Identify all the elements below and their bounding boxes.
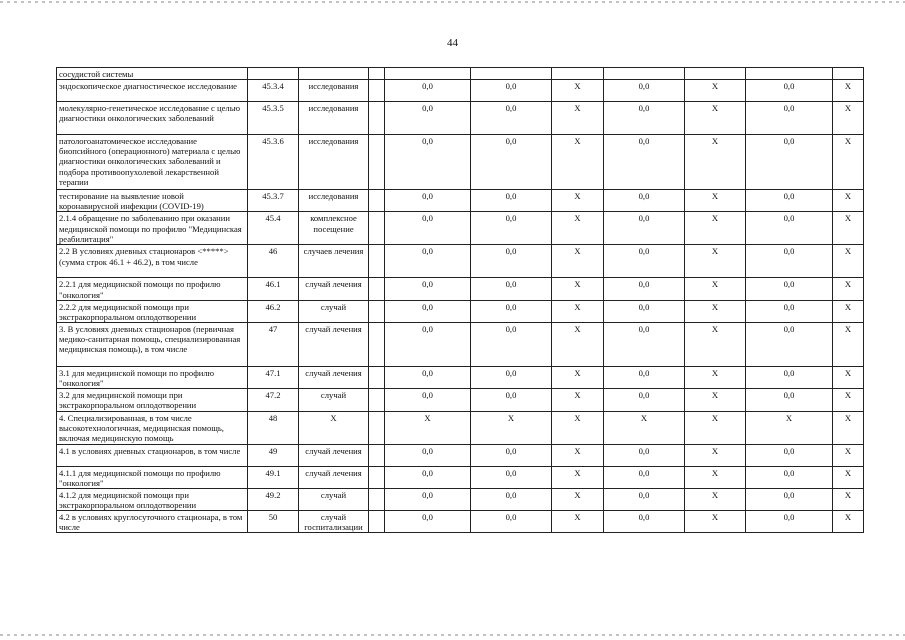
row-value-cell: 0,0 xyxy=(604,212,685,245)
row-unit-cell: случай xyxy=(299,389,369,411)
row-value-cell: 0,0 xyxy=(746,212,833,245)
row-value-cell: 0,0 xyxy=(471,102,552,135)
row-value-cell: 0,0 xyxy=(471,389,552,411)
scan-edge-top xyxy=(0,1,905,3)
row-unit-cell: случай госпитализации xyxy=(299,511,369,533)
row-value-cell: 0,0 xyxy=(746,511,833,533)
row-code-cell: 47.2 xyxy=(248,389,299,411)
row-value-cell: Х xyxy=(833,488,864,510)
row-value-cell: Х xyxy=(685,102,746,135)
row-value-cell: 0,0 xyxy=(746,366,833,388)
row-unit-cell: случай лечения xyxy=(299,444,369,466)
row-value-cell: 0,0 xyxy=(385,80,471,102)
row-name-cell: 2.2.1 для медицинской помощи по профилю "онкология" xyxy=(57,278,248,300)
row-code-cell: 47 xyxy=(248,322,299,366)
row-code-cell: 45.3.5 xyxy=(248,102,299,135)
row-value-cell: Х xyxy=(685,511,746,533)
row-value-cell: 0,0 xyxy=(471,466,552,488)
row-value-cell: 0,0 xyxy=(746,190,833,212)
row-value-cell: Х xyxy=(552,212,604,245)
row-code-cell: 45.3.6 xyxy=(248,135,299,190)
row-name-cell: 4.2 в условиях круглосуточного стационара, в том числе xyxy=(57,511,248,533)
row-name-cell: 3.2 для медицинской помощи при экстракорпоральном оплодотворении xyxy=(57,389,248,411)
row-value-cell xyxy=(369,300,385,322)
row-unit-cell: исследования xyxy=(299,135,369,190)
row-value-cell: Х xyxy=(685,278,746,300)
table-row xyxy=(57,322,864,366)
row-code-cell: 45.3.7 xyxy=(248,190,299,212)
row-value-cell: 0,0 xyxy=(471,80,552,102)
row-unit-cell: исследования xyxy=(299,102,369,135)
row-value-cell: 0,0 xyxy=(385,102,471,135)
row-value-cell: Х xyxy=(685,245,746,278)
row-value-cell: Х xyxy=(552,245,604,278)
row-value-cell: 0,0 xyxy=(385,444,471,466)
row-value-cell: Х xyxy=(833,389,864,411)
row-value-cell: Х xyxy=(833,444,864,466)
row-value-cell: 0,0 xyxy=(385,278,471,300)
row-value-cell: 0,0 xyxy=(471,300,552,322)
row-value-cell xyxy=(369,366,385,388)
row-value-cell: Х xyxy=(552,511,604,533)
row-unit-cell: случай лечения xyxy=(299,278,369,300)
row-value-cell: 0,0 xyxy=(746,245,833,278)
table-row xyxy=(57,212,864,245)
row-value-cell: Х xyxy=(833,411,864,444)
table-row xyxy=(57,278,864,300)
row-value-cell: 0,0 xyxy=(471,135,552,190)
table-row xyxy=(57,466,864,488)
row-value-cell: 0,0 xyxy=(471,245,552,278)
row-value-cell xyxy=(369,102,385,135)
row-name-cell: 4. Специализированная, в том числе высокотехнологичная, медицинская помощь, включая медицинскую помощь xyxy=(57,411,248,444)
table-row xyxy=(57,245,864,278)
row-value-cell: Х xyxy=(471,411,552,444)
row-value-cell: 0,0 xyxy=(746,444,833,466)
row-value-cell xyxy=(369,488,385,510)
row-code-cell: 49.1 xyxy=(248,466,299,488)
row-value-cell xyxy=(369,444,385,466)
row-code-cell: 50 xyxy=(248,511,299,533)
row-value-cell: Х xyxy=(552,278,604,300)
row-value-cell: Х xyxy=(685,135,746,190)
table-row xyxy=(57,68,864,80)
table-row xyxy=(57,411,864,444)
row-value-cell: Х xyxy=(552,444,604,466)
row-code-cell: 49 xyxy=(248,444,299,466)
row-value-cell: Х xyxy=(833,278,864,300)
row-value-cell: 0,0 xyxy=(604,389,685,411)
row-value-cell: Х xyxy=(685,212,746,245)
row-value-cell xyxy=(385,68,471,80)
row-unit-cell: случай лечения xyxy=(299,466,369,488)
row-value-cell xyxy=(369,411,385,444)
row-name-cell: 3. В условиях дневных стационаров (первичная медико-санитарная помощь, специализированная медицинская помощь), в том числе xyxy=(57,322,248,366)
row-value-cell: 0,0 xyxy=(385,488,471,510)
row-name-cell: патологоанатомическое исследование биопсийного (операционного) материала с целью диагностики онкологических заболеваний и подбора противоопухолевой лекарственной терапии xyxy=(57,135,248,190)
table-row xyxy=(57,80,864,102)
row-value-cell: 0,0 xyxy=(746,300,833,322)
row-value-cell: 0,0 xyxy=(471,488,552,510)
row-value-cell: 0,0 xyxy=(604,444,685,466)
row-value-cell: 0,0 xyxy=(746,488,833,510)
row-value-cell: 0,0 xyxy=(604,300,685,322)
row-unit-cell xyxy=(299,68,369,80)
row-value-cell: Х xyxy=(552,102,604,135)
row-value-cell: 0,0 xyxy=(604,488,685,510)
row-value-cell: 0,0 xyxy=(746,466,833,488)
row-value-cell xyxy=(369,135,385,190)
row-value-cell xyxy=(685,68,746,80)
row-unit-cell: исследования xyxy=(299,190,369,212)
row-value-cell: 0,0 xyxy=(604,135,685,190)
row-value-cell: Х xyxy=(746,411,833,444)
row-value-cell: Х xyxy=(685,190,746,212)
row-value-cell: 0,0 xyxy=(385,511,471,533)
row-value-cell: Х xyxy=(552,190,604,212)
row-value-cell: Х xyxy=(833,80,864,102)
row-name-cell: 2.2 В условиях дневных стационаров <*****> (сумма строк 46.1 + 46.2), в том числе xyxy=(57,245,248,278)
row-value-cell: Х xyxy=(552,389,604,411)
row-value-cell: Х xyxy=(685,80,746,102)
row-value-cell: Х xyxy=(552,300,604,322)
row-unit-cell: Х xyxy=(299,411,369,444)
table-row xyxy=(57,511,864,533)
row-code-cell: 46.1 xyxy=(248,278,299,300)
row-code-cell: 47.1 xyxy=(248,366,299,388)
row-value-cell xyxy=(369,190,385,212)
row-name-cell: 2.1.4 обращение по заболеванию при оказании медицинской помощи по профилю "Медицинская реабилитация" xyxy=(57,212,248,245)
row-value-cell: Х xyxy=(833,212,864,245)
row-value-cell: 0,0 xyxy=(604,245,685,278)
row-unit-cell: случай xyxy=(299,488,369,510)
row-value-cell xyxy=(369,322,385,366)
data-table xyxy=(56,67,864,533)
row-value-cell: 0,0 xyxy=(385,366,471,388)
row-value-cell: 0,0 xyxy=(385,322,471,366)
row-value-cell xyxy=(369,80,385,102)
row-value-cell: 0,0 xyxy=(385,135,471,190)
row-name-cell: тестирование на выявление новой коронавирусной инфекции (COVID-19) xyxy=(57,190,248,212)
row-value-cell: Х xyxy=(833,190,864,212)
row-value-cell xyxy=(471,68,552,80)
row-value-cell: 0,0 xyxy=(604,366,685,388)
table-row xyxy=(57,444,864,466)
row-value-cell: 0,0 xyxy=(746,278,833,300)
table-row xyxy=(57,102,864,135)
row-code-cell: 48 xyxy=(248,411,299,444)
row-code-cell: 46 xyxy=(248,245,299,278)
row-value-cell: Х xyxy=(833,511,864,533)
row-name-cell: 2.2.2 для медицинской помощи при экстракорпоральном оплодотворении xyxy=(57,300,248,322)
row-value-cell: 0,0 xyxy=(471,366,552,388)
row-value-cell: 0,0 xyxy=(604,511,685,533)
row-name-cell: 4.1.1 для медицинской помощи по профилю "онкология" xyxy=(57,466,248,488)
row-value-cell: 0,0 xyxy=(385,245,471,278)
row-value-cell: 0,0 xyxy=(471,511,552,533)
row-value-cell: Х xyxy=(552,411,604,444)
row-value-cell: 0,0 xyxy=(746,389,833,411)
row-name-cell: сосудистой системы xyxy=(57,68,248,80)
row-value-cell xyxy=(604,68,685,80)
row-name-cell: 4.1 в условиях дневных стационаров, в том числе xyxy=(57,444,248,466)
table-body xyxy=(57,68,864,533)
table-row xyxy=(57,389,864,411)
row-value-cell xyxy=(833,68,864,80)
table-row xyxy=(57,190,864,212)
row-value-cell: 0,0 xyxy=(604,466,685,488)
row-unit-cell: комплексное посещение xyxy=(299,212,369,245)
row-value-cell: 0,0 xyxy=(385,389,471,411)
row-name-cell: 3.1 для медицинской помощи по профилю "онкология" xyxy=(57,366,248,388)
row-value-cell xyxy=(369,212,385,245)
row-value-cell: Х xyxy=(685,389,746,411)
row-value-cell: Х xyxy=(552,366,604,388)
row-unit-cell: случай лечения xyxy=(299,322,369,366)
row-value-cell: Х xyxy=(552,80,604,102)
row-value-cell: Х xyxy=(833,300,864,322)
row-value-cell: Х xyxy=(685,322,746,366)
row-name-cell: эндоскопическое диагностическое исследование xyxy=(57,80,248,102)
row-unit-cell: исследования xyxy=(299,80,369,102)
row-value-cell xyxy=(746,68,833,80)
row-value-cell: Х xyxy=(685,466,746,488)
row-value-cell: Х xyxy=(552,135,604,190)
table-row xyxy=(57,135,864,190)
row-value-cell: Х xyxy=(685,444,746,466)
row-value-cell: 0,0 xyxy=(604,278,685,300)
row-value-cell: Х xyxy=(833,245,864,278)
row-value-cell: 0,0 xyxy=(471,190,552,212)
row-value-cell: 0,0 xyxy=(746,80,833,102)
row-value-cell xyxy=(369,278,385,300)
table-row xyxy=(57,366,864,388)
row-value-cell xyxy=(369,68,385,80)
row-unit-cell: случай xyxy=(299,300,369,322)
row-value-cell: 0,0 xyxy=(385,212,471,245)
row-value-cell: Х xyxy=(552,488,604,510)
row-code-cell: 46.2 xyxy=(248,300,299,322)
row-value-cell xyxy=(369,245,385,278)
row-value-cell: 0,0 xyxy=(746,135,833,190)
row-value-cell: Х xyxy=(685,366,746,388)
row-value-cell: 0,0 xyxy=(746,322,833,366)
row-value-cell: 0,0 xyxy=(604,102,685,135)
row-value-cell: Х xyxy=(552,466,604,488)
row-value-cell xyxy=(552,68,604,80)
row-value-cell: 0,0 xyxy=(471,444,552,466)
row-code-cell: 45.4 xyxy=(248,212,299,245)
table-row xyxy=(57,300,864,322)
row-value-cell: 0,0 xyxy=(471,212,552,245)
row-value-cell: 0,0 xyxy=(385,466,471,488)
page-number: 44 xyxy=(447,37,458,49)
row-value-cell: 0,0 xyxy=(604,190,685,212)
row-value-cell: 0,0 xyxy=(385,190,471,212)
row-value-cell xyxy=(369,511,385,533)
row-value-cell: Х xyxy=(685,300,746,322)
row-code-cell: 49.2 xyxy=(248,488,299,510)
row-value-cell: Х xyxy=(552,322,604,366)
row-unit-cell: случаев лечения xyxy=(299,245,369,278)
row-value-cell xyxy=(369,389,385,411)
table-row xyxy=(57,488,864,510)
row-value-cell: 0,0 xyxy=(604,80,685,102)
row-value-cell: Х xyxy=(833,135,864,190)
row-value-cell: 0,0 xyxy=(385,300,471,322)
row-value-cell: Х xyxy=(833,322,864,366)
row-value-cell xyxy=(369,466,385,488)
row-value-cell: Х xyxy=(685,411,746,444)
row-code-cell xyxy=(248,68,299,80)
row-value-cell: Х xyxy=(685,488,746,510)
row-value-cell: Х xyxy=(833,102,864,135)
row-value-cell: Х xyxy=(833,466,864,488)
row-value-cell: Х xyxy=(833,366,864,388)
row-unit-cell: случай лечения xyxy=(299,366,369,388)
row-value-cell: 0,0 xyxy=(471,322,552,366)
row-name-cell: 4.1.2 для медицинской помощи при экстракорпоральном оплодотворении xyxy=(57,488,248,510)
row-value-cell: Х xyxy=(385,411,471,444)
row-value-cell: Х xyxy=(604,411,685,444)
row-value-cell: 0,0 xyxy=(471,278,552,300)
row-value-cell: 0,0 xyxy=(604,322,685,366)
row-name-cell: молекулярно-генетическое исследование с целью диагностики онкологических заболеваний xyxy=(57,102,248,135)
row-code-cell: 45.3.4 xyxy=(248,80,299,102)
scan-edge-bottom xyxy=(0,634,905,636)
row-value-cell: 0,0 xyxy=(746,102,833,135)
